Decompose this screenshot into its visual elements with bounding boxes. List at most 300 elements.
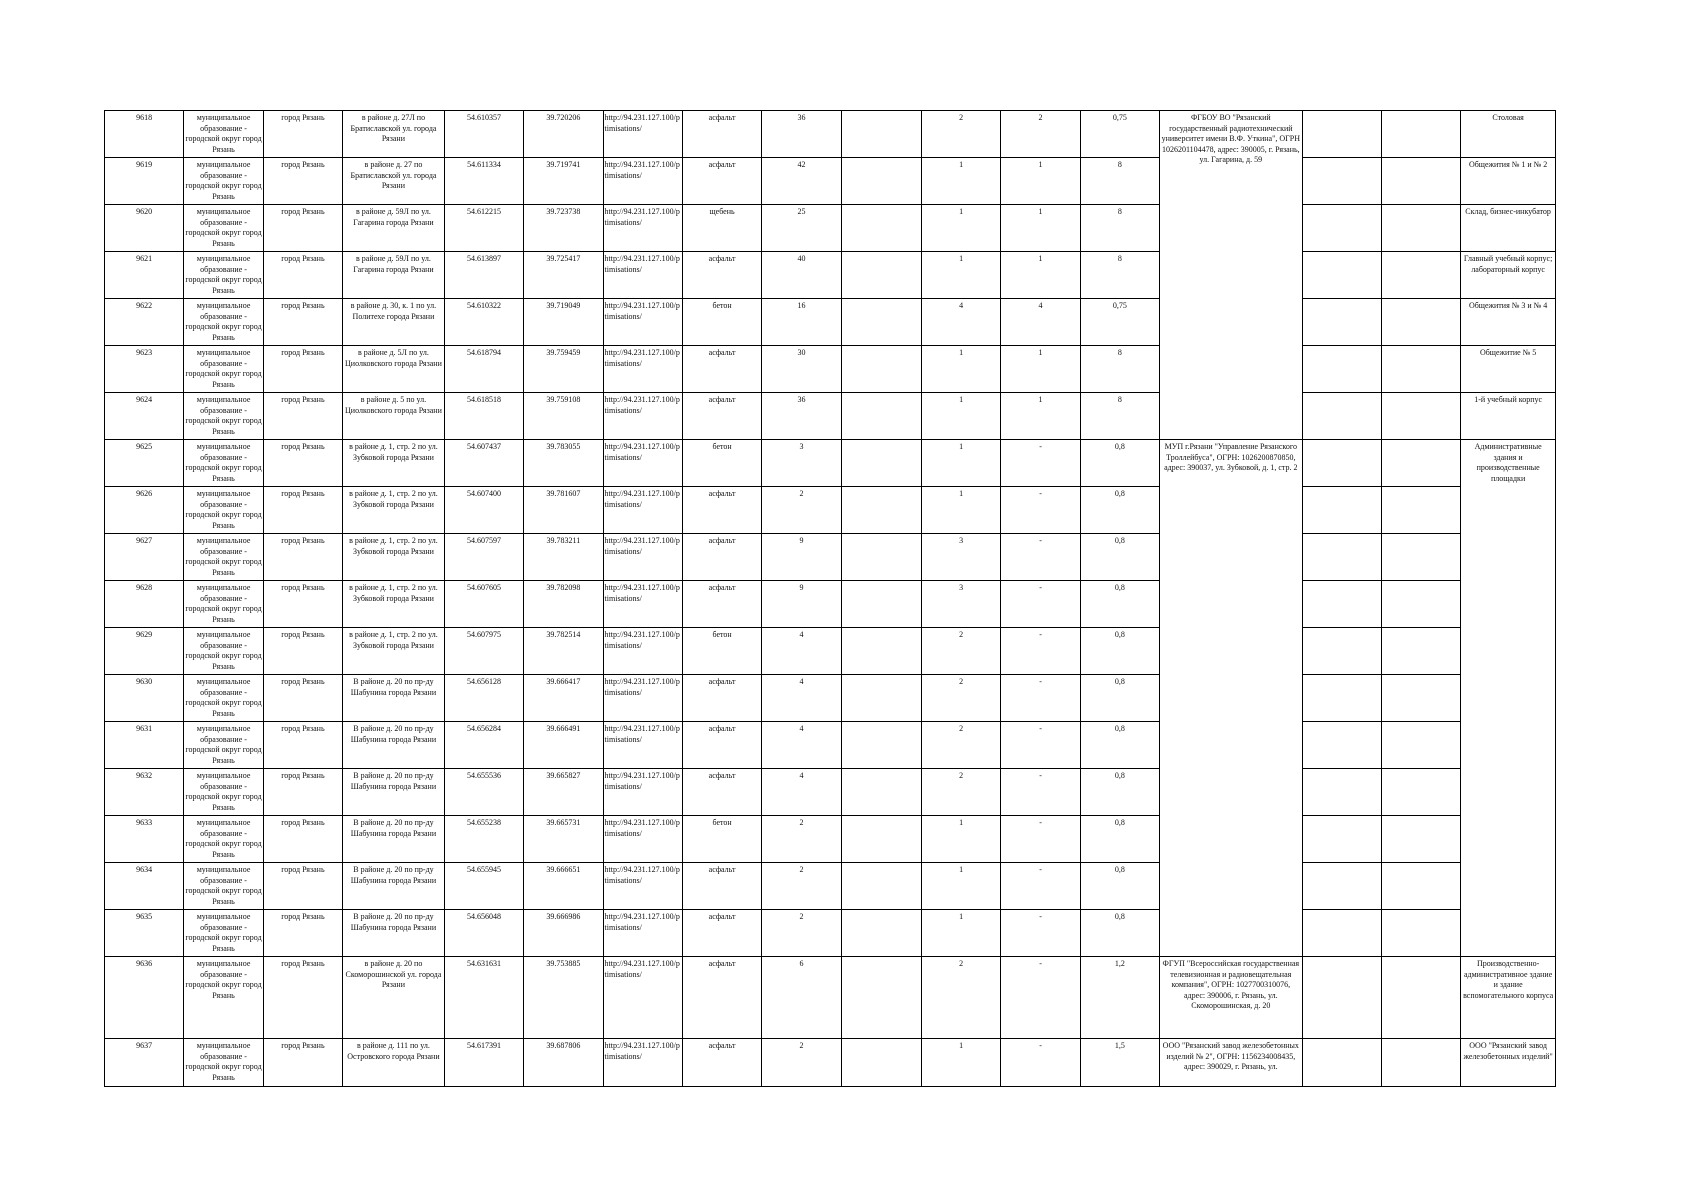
cell-volume: 8 bbox=[1080, 158, 1159, 205]
cell-lat: 54.612215 bbox=[444, 205, 523, 252]
cell-source: 1-й учебный корпус bbox=[1461, 393, 1556, 440]
table-row bbox=[105, 440, 1556, 487]
cell-area: 2 bbox=[762, 863, 841, 910]
cell-c4 bbox=[1302, 346, 1381, 393]
cell-url: http://94.231.127.100/ptimisations/ bbox=[603, 205, 682, 252]
table-row bbox=[105, 581, 1556, 628]
cell-c4 bbox=[1302, 628, 1381, 675]
cell-c1 bbox=[841, 158, 921, 205]
cell-source: Столовая bbox=[1461, 111, 1556, 158]
cell-url: http://94.231.127.100/ptimisations/ bbox=[603, 769, 682, 816]
table-row bbox=[105, 628, 1556, 675]
cell-num: 9621 bbox=[105, 252, 184, 299]
cell-c1 bbox=[841, 957, 921, 1039]
cell-address: В районе д. 20 по пр-ду Шабунина города Рязани bbox=[343, 910, 445, 957]
cell-lat: 54.607975 bbox=[444, 628, 523, 675]
cell-area: 40 bbox=[762, 252, 841, 299]
table-row bbox=[105, 487, 1556, 534]
cell-c2: 3 bbox=[922, 534, 1001, 581]
cell-c5 bbox=[1381, 581, 1460, 628]
cell-address: в районе д. 20 по Скоморошинской ул. города Рязани bbox=[343, 957, 445, 1039]
cell-address: в районе д. 59Л по ул. Гагарина города Рязани bbox=[343, 252, 445, 299]
cell-c5 bbox=[1381, 816, 1460, 863]
cell-city: город Рязань bbox=[263, 393, 342, 440]
cell-url: http://94.231.127.100/ptimisations/ bbox=[603, 346, 682, 393]
cell-source: Общежития № 3 и № 4 bbox=[1461, 299, 1556, 346]
cell-c4 bbox=[1302, 534, 1381, 581]
cell-c2: 4 bbox=[922, 299, 1001, 346]
cell-c4 bbox=[1302, 393, 1381, 440]
cell-lon: 39.759108 bbox=[524, 393, 603, 440]
cell-c3: 1 bbox=[1001, 252, 1080, 299]
cell-city: город Рязань bbox=[263, 487, 342, 534]
cell-c1 bbox=[841, 816, 921, 863]
cell-address: в районе д. 27Л по Братиславской ул. города Рязани bbox=[343, 111, 445, 158]
cell-c4 bbox=[1302, 252, 1381, 299]
cell-address: в районе д. 1, стр. 2 по ул. Зубковой города Рязани bbox=[343, 628, 445, 675]
cell-surface: асфальт bbox=[682, 158, 761, 205]
cell-url: http://94.231.127.100/ptimisations/ bbox=[603, 111, 682, 158]
cell-volume: 0,8 bbox=[1080, 534, 1159, 581]
cell-url: http://94.231.127.100/ptimisations/ bbox=[603, 722, 682, 769]
cell-c1 bbox=[841, 769, 921, 816]
cell-volume: 0,8 bbox=[1080, 581, 1159, 628]
cell-num: 9624 bbox=[105, 393, 184, 440]
cell-url: http://94.231.127.100/ptimisations/ bbox=[603, 1039, 682, 1087]
cell-lat: 54.656048 bbox=[444, 910, 523, 957]
cell-c1 bbox=[841, 534, 921, 581]
cell-address: в районе д. 111 по ул. Островского города Рязани bbox=[343, 1039, 445, 1087]
cell-c3: 1 bbox=[1001, 346, 1080, 393]
cell-area: 6 bbox=[762, 957, 841, 1039]
cell-c1 bbox=[841, 1039, 921, 1087]
cell-city: город Рязань bbox=[263, 111, 342, 158]
cell-owner: МУП г.Рязани "Управление Рязанского Троллейбуса", ОГРН: 1026200870850, адрес: 390037, ул. Зубковой, д. 1, стр. 2 bbox=[1160, 440, 1302, 957]
cell-subject: муниципальное образование - городской округ город Рязань bbox=[184, 1039, 263, 1087]
cell-lon: 39.719049 bbox=[524, 299, 603, 346]
cell-lat: 54.617391 bbox=[444, 1039, 523, 1087]
cell-subject: муниципальное образование - городской округ город Рязань bbox=[184, 769, 263, 816]
cell-address: В районе д. 20 по пр-ду Шабунина города Рязани bbox=[343, 675, 445, 722]
cell-lon: 39.687806 bbox=[524, 1039, 603, 1087]
cell-c1 bbox=[841, 863, 921, 910]
cell-address: в районе д. 1, стр. 2 по ул. Зубковой города Рязани bbox=[343, 487, 445, 534]
cell-surface: бетон bbox=[682, 299, 761, 346]
cell-surface: асфальт bbox=[682, 487, 761, 534]
table-row bbox=[105, 205, 1556, 252]
cell-c3: 4 bbox=[1001, 299, 1080, 346]
cell-volume: 1,5 bbox=[1080, 1039, 1159, 1087]
cell-c1 bbox=[841, 440, 921, 487]
cell-area: 2 bbox=[762, 910, 841, 957]
cell-subject: муниципальное образование - городской округ город Рязань bbox=[184, 722, 263, 769]
cell-num: 9626 bbox=[105, 487, 184, 534]
cell-c1 bbox=[841, 722, 921, 769]
cell-lat: 54.610322 bbox=[444, 299, 523, 346]
cell-city: город Рязань bbox=[263, 346, 342, 393]
cell-c1 bbox=[841, 675, 921, 722]
cell-lon: 39.783055 bbox=[524, 440, 603, 487]
cell-address: в районе д. 59Л по ул. Гагарина города Рязани bbox=[343, 205, 445, 252]
cell-area: 9 bbox=[762, 534, 841, 581]
cell-source: Общежитие № 5 bbox=[1461, 346, 1556, 393]
cell-volume: 0,8 bbox=[1080, 628, 1159, 675]
cell-c2: 1 bbox=[922, 1039, 1001, 1087]
table-row bbox=[105, 534, 1556, 581]
cell-c3: - bbox=[1001, 581, 1080, 628]
cell-lon: 39.666986 bbox=[524, 910, 603, 957]
table-row bbox=[105, 769, 1556, 816]
cell-c2: 1 bbox=[922, 205, 1001, 252]
cell-area: 30 bbox=[762, 346, 841, 393]
cell-city: город Рязань bbox=[263, 440, 342, 487]
cell-address: в районе д. 5 по ул. Циолковского города Рязани bbox=[343, 393, 445, 440]
cell-address: в районе д. 5Л по ул. Циолковского города Рязани bbox=[343, 346, 445, 393]
cell-surface: асфальт bbox=[682, 252, 761, 299]
cell-area: 4 bbox=[762, 628, 841, 675]
cell-address: в районе д. 30, к. 1 по ул. Политехе города Рязани bbox=[343, 299, 445, 346]
cell-num: 9636 bbox=[105, 957, 184, 1039]
cell-c5 bbox=[1381, 205, 1460, 252]
cell-lat: 54.656284 bbox=[444, 722, 523, 769]
cell-area: 36 bbox=[762, 111, 841, 158]
cell-c4 bbox=[1302, 487, 1381, 534]
cell-source: Склад, бизнес-инкубатор bbox=[1461, 205, 1556, 252]
cell-area: 3 bbox=[762, 440, 841, 487]
cell-area: 2 bbox=[762, 1039, 841, 1087]
cell-lat: 54.656128 bbox=[444, 675, 523, 722]
cell-c3: - bbox=[1001, 722, 1080, 769]
cell-url: http://94.231.127.100/ptimisations/ bbox=[603, 675, 682, 722]
cell-lon: 39.781607 bbox=[524, 487, 603, 534]
cell-url: http://94.231.127.100/ptimisations/ bbox=[603, 299, 682, 346]
cell-area: 9 bbox=[762, 581, 841, 628]
cell-c4 bbox=[1302, 581, 1381, 628]
cell-c5 bbox=[1381, 252, 1460, 299]
cell-lon: 39.666491 bbox=[524, 722, 603, 769]
cell-volume: 0,8 bbox=[1080, 722, 1159, 769]
cell-num: 9634 bbox=[105, 863, 184, 910]
cell-c5 bbox=[1381, 487, 1460, 534]
cell-c4 bbox=[1302, 910, 1381, 957]
cell-c1 bbox=[841, 910, 921, 957]
cell-address: В районе д. 20 по пр-ду Шабунина города Рязани bbox=[343, 722, 445, 769]
cell-lat: 54.655536 bbox=[444, 769, 523, 816]
cell-volume: 0,8 bbox=[1080, 863, 1159, 910]
cell-city: город Рязань bbox=[263, 1039, 342, 1087]
cell-num: 9628 bbox=[105, 581, 184, 628]
cell-c3: - bbox=[1001, 769, 1080, 816]
cell-c3: 2 bbox=[1001, 111, 1080, 158]
cell-lon: 39.723738 bbox=[524, 205, 603, 252]
cell-c4 bbox=[1302, 722, 1381, 769]
cell-subject: муниципальное образование - городской округ город Рязань bbox=[184, 534, 263, 581]
cell-lon: 39.753885 bbox=[524, 957, 603, 1039]
cell-lat: 54.611334 bbox=[444, 158, 523, 205]
cell-c2: 3 bbox=[922, 581, 1001, 628]
cell-area: 25 bbox=[762, 205, 841, 252]
cell-c5 bbox=[1381, 769, 1460, 816]
cell-city: город Рязань bbox=[263, 722, 342, 769]
cell-c2: 1 bbox=[922, 393, 1001, 440]
cell-city: город Рязань bbox=[263, 534, 342, 581]
cell-subject: муниципальное образование - городской округ город Рязань bbox=[184, 816, 263, 863]
cell-url: http://94.231.127.100/ptimisations/ bbox=[603, 863, 682, 910]
cell-c1 bbox=[841, 581, 921, 628]
cell-lat: 54.607437 bbox=[444, 440, 523, 487]
cell-owner: ООО "Рязанский завод железобетонных изделий № 2", ОГРН: 1156234008435, адрес: 390029, г. Рязань, ул. bbox=[1160, 1039, 1302, 1087]
cell-volume: 8 bbox=[1080, 346, 1159, 393]
cell-surface: асфальт bbox=[682, 769, 761, 816]
cell-url: http://94.231.127.100/ptimisations/ bbox=[603, 910, 682, 957]
cell-lat: 54.618518 bbox=[444, 393, 523, 440]
cell-source: Общежития № 1 и № 2 bbox=[1461, 158, 1556, 205]
cell-lat: 54.607597 bbox=[444, 534, 523, 581]
cell-num: 9637 bbox=[105, 1039, 184, 1087]
cell-c4 bbox=[1302, 205, 1381, 252]
cell-volume: 0,8 bbox=[1080, 910, 1159, 957]
table-row bbox=[105, 111, 1556, 158]
cell-c1 bbox=[841, 346, 921, 393]
cell-url: http://94.231.127.100/ptimisations/ bbox=[603, 440, 682, 487]
cell-c3: - bbox=[1001, 816, 1080, 863]
cell-lat: 54.613897 bbox=[444, 252, 523, 299]
cell-volume: 0,75 bbox=[1080, 111, 1159, 158]
cell-c3: - bbox=[1001, 487, 1080, 534]
registry-table bbox=[104, 110, 1556, 1087]
cell-c3: - bbox=[1001, 957, 1080, 1039]
table-row bbox=[105, 910, 1556, 957]
table-row bbox=[105, 675, 1556, 722]
cell-lat: 54.655238 bbox=[444, 816, 523, 863]
cell-source: Административные здания и производственные площадки bbox=[1461, 440, 1556, 957]
cell-lat: 54.610357 bbox=[444, 111, 523, 158]
cell-city: город Рязань bbox=[263, 863, 342, 910]
cell-c3: - bbox=[1001, 863, 1080, 910]
cell-c4 bbox=[1302, 158, 1381, 205]
cell-url: http://94.231.127.100/ptimisations/ bbox=[603, 816, 682, 863]
table-row bbox=[105, 957, 1556, 1039]
cell-c4 bbox=[1302, 675, 1381, 722]
table-row bbox=[105, 863, 1556, 910]
cell-c5 bbox=[1381, 158, 1460, 205]
cell-num: 9635 bbox=[105, 910, 184, 957]
cell-area: 4 bbox=[762, 675, 841, 722]
cell-lat: 54.618794 bbox=[444, 346, 523, 393]
cell-c4 bbox=[1302, 440, 1381, 487]
cell-subject: муниципальное образование - городской округ город Рязань bbox=[184, 487, 263, 534]
cell-city: город Рязань bbox=[263, 158, 342, 205]
cell-subject: муниципальное образование - городской округ город Рязань bbox=[184, 440, 263, 487]
cell-c4 bbox=[1302, 299, 1381, 346]
cell-subject: муниципальное образование - городской округ город Рязань bbox=[184, 675, 263, 722]
cell-num: 9632 bbox=[105, 769, 184, 816]
cell-city: город Рязань bbox=[263, 769, 342, 816]
cell-city: город Рязань bbox=[263, 957, 342, 1039]
cell-subject: муниципальное образование - городской округ город Рязань bbox=[184, 158, 263, 205]
cell-url: http://94.231.127.100/ptimisations/ bbox=[603, 487, 682, 534]
cell-volume: 0,8 bbox=[1080, 769, 1159, 816]
cell-c3: - bbox=[1001, 1039, 1080, 1087]
cell-volume: 0,8 bbox=[1080, 487, 1159, 534]
cell-subject: муниципальное образование - городской округ город Рязань bbox=[184, 393, 263, 440]
table-row bbox=[105, 346, 1556, 393]
cell-owner: ФГУП "Всероссийская государственная телевизионная и радиовещательная компания", ОГРН: 1027700310076, адрес: 390006, г. Рязань, ул. Скоморошинская, д. 20 bbox=[1160, 957, 1302, 1039]
cell-volume: 8 bbox=[1080, 205, 1159, 252]
cell-surface: асфальт bbox=[682, 581, 761, 628]
cell-surface: щебень bbox=[682, 205, 761, 252]
cell-c2: 1 bbox=[922, 252, 1001, 299]
cell-c1 bbox=[841, 111, 921, 158]
cell-c1 bbox=[841, 487, 921, 534]
cell-c4 bbox=[1302, 816, 1381, 863]
cell-lon: 39.759459 bbox=[524, 346, 603, 393]
cell-surface: асфальт bbox=[682, 722, 761, 769]
cell-subject: муниципальное образование - городской округ город Рязань bbox=[184, 957, 263, 1039]
cell-url: http://94.231.127.100/ptimisations/ bbox=[603, 158, 682, 205]
cell-surface: асфальт bbox=[682, 393, 761, 440]
table-body bbox=[105, 111, 1556, 1087]
cell-address: В районе д. 20 по пр-ду Шабунина города Рязани bbox=[343, 769, 445, 816]
cell-lon: 39.719741 bbox=[524, 158, 603, 205]
cell-url: http://94.231.127.100/ptimisations/ bbox=[603, 252, 682, 299]
cell-subject: муниципальное образование - городской округ город Рязань bbox=[184, 628, 263, 675]
cell-subject: муниципальное образование - городской округ город Рязань bbox=[184, 346, 263, 393]
cell-c4 bbox=[1302, 111, 1381, 158]
cell-lat: 54.607605 bbox=[444, 581, 523, 628]
cell-c2: 1 bbox=[922, 910, 1001, 957]
cell-c4 bbox=[1302, 863, 1381, 910]
cell-lon: 39.665731 bbox=[524, 816, 603, 863]
table-row bbox=[105, 722, 1556, 769]
cell-url: http://94.231.127.100/ptimisations/ bbox=[603, 628, 682, 675]
cell-c1 bbox=[841, 252, 921, 299]
table-row bbox=[105, 299, 1556, 346]
cell-c2: 1 bbox=[922, 487, 1001, 534]
cell-area: 16 bbox=[762, 299, 841, 346]
cell-c3: - bbox=[1001, 910, 1080, 957]
cell-url: http://94.231.127.100/ptimisations/ bbox=[603, 581, 682, 628]
cell-lon: 39.666417 bbox=[524, 675, 603, 722]
cell-num: 9625 bbox=[105, 440, 184, 487]
cell-num: 9633 bbox=[105, 816, 184, 863]
cell-address: в районе д. 1, стр. 2 по ул. Зубковой города Рязани bbox=[343, 440, 445, 487]
cell-city: город Рязань bbox=[263, 205, 342, 252]
cell-lat: 54.655945 bbox=[444, 863, 523, 910]
cell-c3: - bbox=[1001, 440, 1080, 487]
cell-num: 9619 bbox=[105, 158, 184, 205]
cell-c5 bbox=[1381, 910, 1460, 957]
cell-volume: 0,8 bbox=[1080, 675, 1159, 722]
cell-subject: муниципальное образование - городской округ город Рязань bbox=[184, 299, 263, 346]
cell-subject: муниципальное образование - городской округ город Рязань bbox=[184, 252, 263, 299]
cell-area: 2 bbox=[762, 487, 841, 534]
table-row bbox=[105, 816, 1556, 863]
cell-c2: 2 bbox=[922, 628, 1001, 675]
cell-surface: бетон bbox=[682, 816, 761, 863]
cell-c5 bbox=[1381, 111, 1460, 158]
cell-address: В районе д. 20 по пр-ду Шабунина города Рязани bbox=[343, 863, 445, 910]
cell-volume: 1,2 bbox=[1080, 957, 1159, 1039]
cell-url: http://94.231.127.100/ptimisations/ bbox=[603, 957, 682, 1039]
cell-lon: 39.666651 bbox=[524, 863, 603, 910]
cell-surface: асфальт bbox=[682, 910, 761, 957]
cell-c1 bbox=[841, 393, 921, 440]
cell-num: 9622 bbox=[105, 299, 184, 346]
table-row bbox=[105, 158, 1556, 205]
cell-c2: 1 bbox=[922, 863, 1001, 910]
cell-city: город Рязань bbox=[263, 628, 342, 675]
cell-c4 bbox=[1302, 1039, 1381, 1087]
cell-lon: 39.725417 bbox=[524, 252, 603, 299]
cell-lon: 39.665827 bbox=[524, 769, 603, 816]
cell-area: 2 bbox=[762, 816, 841, 863]
cell-c1 bbox=[841, 205, 921, 252]
table-row bbox=[105, 393, 1556, 440]
cell-c5 bbox=[1381, 628, 1460, 675]
cell-c3: - bbox=[1001, 534, 1080, 581]
cell-address: В районе д. 20 по пр-ду Шабунина города Рязани bbox=[343, 816, 445, 863]
cell-num: 9631 bbox=[105, 722, 184, 769]
cell-surface: асфальт bbox=[682, 1039, 761, 1087]
cell-subject: муниципальное образование - городской округ город Рязань bbox=[184, 205, 263, 252]
cell-volume: 0,8 bbox=[1080, 440, 1159, 487]
cell-surface: асфальт bbox=[682, 957, 761, 1039]
cell-c3: - bbox=[1001, 628, 1080, 675]
cell-c3: - bbox=[1001, 675, 1080, 722]
cell-c5 bbox=[1381, 534, 1460, 581]
cell-c2: 1 bbox=[922, 158, 1001, 205]
cell-c2: 2 bbox=[922, 769, 1001, 816]
cell-c5 bbox=[1381, 722, 1460, 769]
cell-volume: 0,75 bbox=[1080, 299, 1159, 346]
cell-subject: муниципальное образование - городской округ город Рязань bbox=[184, 581, 263, 628]
cell-c3: 1 bbox=[1001, 158, 1080, 205]
cell-surface: асфальт bbox=[682, 111, 761, 158]
cell-url: http://94.231.127.100/ptimisations/ bbox=[603, 534, 682, 581]
cell-lat: 54.631631 bbox=[444, 957, 523, 1039]
cell-num: 9618 bbox=[105, 111, 184, 158]
cell-c2: 1 bbox=[922, 346, 1001, 393]
cell-c5 bbox=[1381, 346, 1460, 393]
cell-volume: 8 bbox=[1080, 393, 1159, 440]
cell-num: 9627 bbox=[105, 534, 184, 581]
cell-area: 42 bbox=[762, 158, 841, 205]
cell-c2: 2 bbox=[922, 722, 1001, 769]
table-row bbox=[105, 252, 1556, 299]
cell-subject: муниципальное образование - городской округ город Рязань bbox=[184, 111, 263, 158]
cell-area: 36 bbox=[762, 393, 841, 440]
cell-surface: бетон bbox=[682, 440, 761, 487]
cell-c5 bbox=[1381, 863, 1460, 910]
cell-surface: бетон bbox=[682, 628, 761, 675]
cell-area: 4 bbox=[762, 722, 841, 769]
cell-c2: 1 bbox=[922, 816, 1001, 863]
cell-url: http://94.231.127.100/ptimisations/ bbox=[603, 393, 682, 440]
cell-num: 9623 bbox=[105, 346, 184, 393]
cell-c2: 1 bbox=[922, 440, 1001, 487]
cell-subject: муниципальное образование - городской округ город Рязань bbox=[184, 863, 263, 910]
cell-c3: 1 bbox=[1001, 205, 1080, 252]
cell-c2: 2 bbox=[922, 957, 1001, 1039]
cell-num: 9629 bbox=[105, 628, 184, 675]
cell-c5 bbox=[1381, 440, 1460, 487]
cell-address: в районе д. 27 по Братиславской ул. города Рязани bbox=[343, 158, 445, 205]
cell-volume: 8 bbox=[1080, 252, 1159, 299]
cell-address: в районе д. 1, стр. 2 по ул. Зубковой города Рязани bbox=[343, 534, 445, 581]
cell-lon: 39.783211 bbox=[524, 534, 603, 581]
cell-city: город Рязань bbox=[263, 581, 342, 628]
